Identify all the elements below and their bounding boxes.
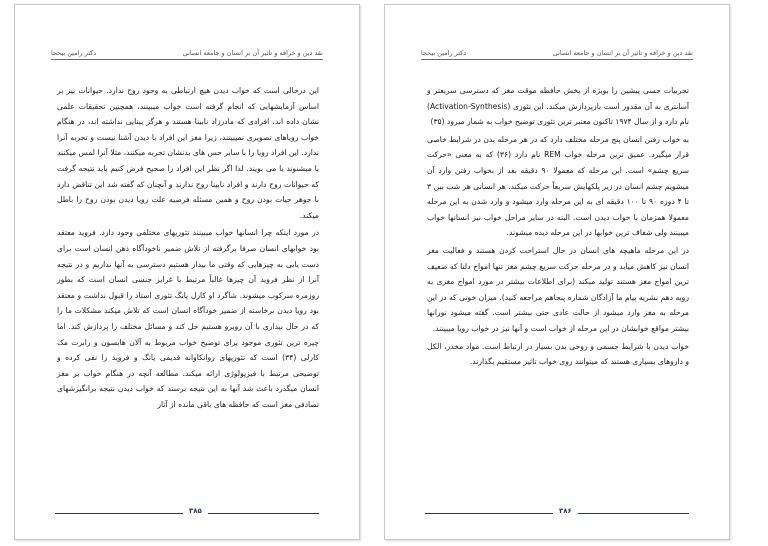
page-header [421, 43, 693, 57]
header-title: نقد دین و خرافه و تاثیر آن بر انسان و جامعه انسانی [182, 49, 323, 57]
page-body-text [57, 83, 319, 414]
paragraph: تجربیات حسی پیشین را بویژه از بخش حافظه موقت مغز که دسترسی سریعتر و آسانتری به آن مقدور است بازپردازش میکند. این تئوری (Activation-Synthesis) نام دارد و از سال ۱۹۷۴ تاکنون معتبر ترین تئوری توضیح خواب به شمار میرود (۳۵) [427, 86, 689, 127]
header-divider [51, 59, 323, 60]
page-footer [425, 507, 689, 517]
page-number: ۳۸۵ [183, 507, 208, 515]
header-title: نقد دین و خرافه و تاثیر آن بر انسان و جامعه انسانی [552, 49, 693, 57]
header-author: دکتر رامین بیحجا [421, 49, 467, 57]
paragraph: خواب دیدن با شرایط جسمی و روحی بدن بسیار در ارتباط است. مواد مخدر، الکل و داروهای بسیاری هستند که میتوانند روی خواب تاثیر مستقیم بگذارند. [427, 341, 689, 367]
paragraph: در مورد اینکه چرا انسانها خواب میبینند تئوریهای مختلفی وجود دارد. فروید معتقد بود خوابهای انسان صرفا برگرفته از تلاش ضمیر ناخودآگاه ذهن انسان است برای دست یابی به چیزهایی که وقتی ما بیدار هستیم دسترسی به آنها نداریم و در نتیجه آنرا از نظر فروید آن چیزها غالباً مرتبط با غرایز جنسی انسان است که بطور روزمره سرکوب میشوند. شاگرد او کارل یانگ تئوری استاد را قبول نداشت و معتقد بود رویا دیدن برخاسته از ضمیر خودآگاه انسان است که تلاش میکند مشکلات ما را که در حال بیداری با آن روبرو هستیم حل کند و مسائل مختلف را پردازش کند. اما چیره ترین تئوری موجود برای توضیح خواب مربوط به آلان هابسون و رابرت مک کارلی (۳۴) است که تئوریهای روانکاوانه قدیمی یانگ و فروید را نفی کرده و توضیحی مرتبط با فیزیولوژی ارائه میکند. مطالعه آنچه در هنگام خواب بر مغز انسان میگذرد باعث شد آنها به این نتیجه برسند که خواب دیدن نتیجه برانگیزشهای تصادفی مغز است که حافظه های باقی مانده از آثار [57, 228, 319, 409]
page-number: ۳۸۶ [553, 507, 578, 515]
paragraph: به خواب رفتن انسان پنج مرحله مختلف دارد که در هر مرحله بدن در شرایط خاصی قرار میگیرد. عمیق ترین مرحله خواب REM نام دارد (۳۶) که به معنی «حرکت سریع چشم» است. این مرحله که معمولا ۹۰ دقیقه بعد از بخواب رفتن وارد آن میشویم چشم انسان در زیر پلکهایش سریعاً حرکت میکند. هر انسانی هر شب بین ۳ تا ۴ دوره ۹۰ تا ۱۰۰ دقیقه ای به این مرحله وارد میشود و وارد شدن به این مرحله معمولا همزمان با خواب دیدن است. البته در سایر مراحل خواب نیز انسانها خواب میبینند ولی شفاف ترین خوابها در این مرحله دیده میشوند. [427, 134, 689, 238]
page-header [51, 43, 323, 57]
paragraph: در این مرحله ماهیچه های انسان در حال استراحت کردن هستند و فعالیت مغز انسان نیز کاهش میابد و در مرحله حرکت سریع چشم مغز تنها امواج دلتا که ضعیف ترین امواج مغز هستند تولید میکند (برای اطلاعات بیشتر در مورد امواج مغزی به رویه دهم نشریه پیام ما آزادگان شماره پنجاهم مراجعه کنید). میزان خونی که در این مرحله به مغز وارد میشود از حالت عادی حتی بیشتر است. گفته میشود نورانها بیشتر مواقع خوابشان در این مرحله از خواب است و آنها نیز در خواب رویا میبینند. [427, 245, 689, 333]
header-author: دکتر رامین بیحجا [51, 49, 97, 57]
book-page-left [14, 4, 360, 540]
book-page-right [384, 4, 730, 540]
header-divider [421, 59, 693, 60]
paragraph: این درحالی است که خواب دیدن هیچ ارتباطی به وجود روح ندارد. حیوانات نیز بر اساس آزمایشهایی که انجام گرفته است خواب میبینند، همچنین تحقیقات علمی نشان داده اند، افرادی که مادرزاد نابینا هستند و هرگز بینایی نداشته اند، در هنگام خواب رویاهای تصویری نمیبینند، زیرا مغز این افراد با دیدن آشنا نیست و تجربه آنرا ندارد. این افراد رویا را با سایر حس های بدنشان تجربه میکنند، مثلا آنرا لمس میکنند یا میشنوند یا می بویند. لذا اگر نظر این افراد را صحیح فرض کنیم باید نتیجه گرفت که حیوانات روح دارند و افراد نابینا روح ندارند و آنچنان که گفته شد این تناقض دارد با جوهر حیات بودن روح و همین مسئله فرضیه علت رویا دیدن بودن روح را باطل میکند. [57, 86, 319, 220]
page-footer [55, 507, 319, 517]
page-body-text [427, 83, 689, 372]
